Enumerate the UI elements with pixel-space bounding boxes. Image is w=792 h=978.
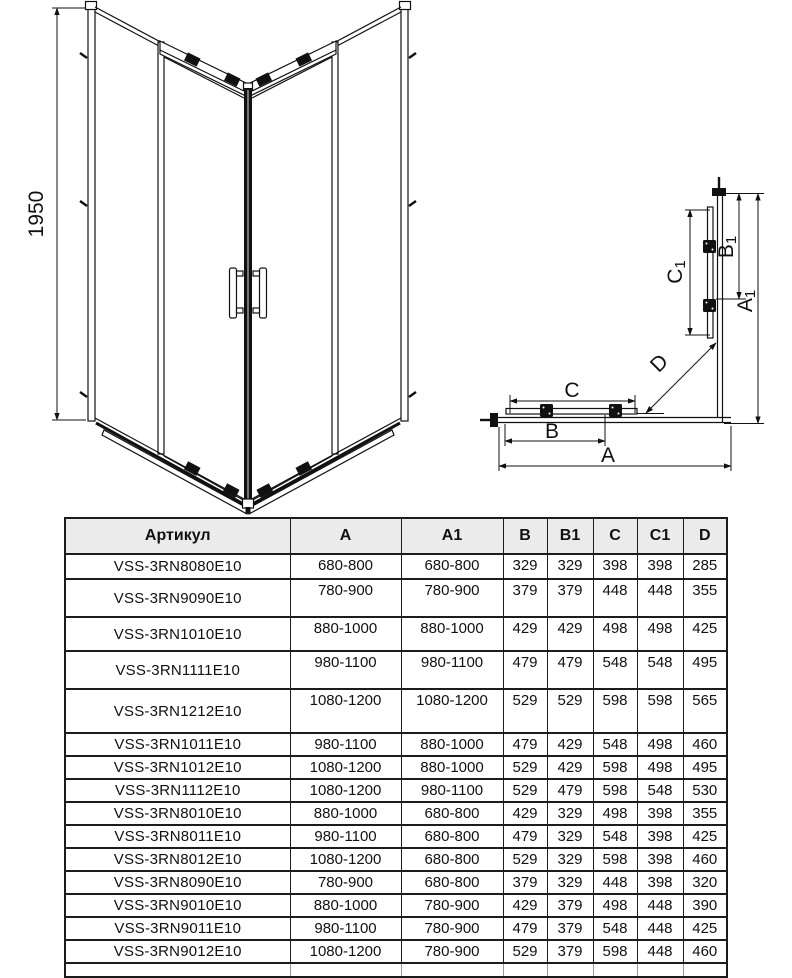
dimension-cell: 529 (503, 940, 547, 963)
dimension-cell: 598 (593, 940, 637, 963)
dimension-cell: 780-900 (401, 917, 503, 940)
dimension-cell: 880-1000 (290, 617, 401, 651)
size-table (64, 517, 728, 978)
dimension-cell: 398 (637, 871, 683, 894)
empty-cell (503, 963, 547, 977)
dimension-cell: 548 (637, 779, 683, 802)
dimension-cell: 598 (593, 848, 637, 871)
dimension-cell: 1080-1200 (290, 940, 401, 963)
dimension-cell: 355 (683, 802, 727, 825)
dimension-cell: 498 (637, 617, 683, 651)
dimension-cell: 498 (593, 802, 637, 825)
dimension-cell: 780-900 (290, 871, 401, 894)
dimension-cell: 598 (593, 689, 637, 733)
dimension-cell: 980-1100 (290, 917, 401, 940)
article-cell: VSS-3RN8010E10 (65, 802, 290, 825)
table-row (65, 579, 727, 617)
table-row (65, 802, 727, 825)
dimension-cell: 1080-1200 (290, 756, 401, 779)
article-cell: VSS-3RN8080E10 (65, 554, 290, 579)
corner-post (243, 83, 254, 513)
dimension-cell: 529 (547, 689, 593, 733)
dimension-cell: 980-1100 (401, 779, 503, 802)
article-cell: VSS-3RN8011E10 (65, 825, 290, 848)
dimension-cell: 598 (637, 689, 683, 733)
dimension-cell: 379 (547, 940, 593, 963)
dimension-cell: 479 (503, 651, 547, 689)
cut-off-row (65, 963, 727, 977)
article-cell: VSS-3RN1111E10 (65, 651, 290, 689)
dimension-cell: 398 (637, 825, 683, 848)
dimension-cell: 479 (503, 733, 547, 756)
dimension-b (505, 415, 605, 446)
dimension-cell: 880-1000 (401, 733, 503, 756)
right-wing (247, 2, 416, 515)
dimension-cell: 680-800 (401, 825, 503, 848)
dimension-cell: 980-1100 (401, 651, 503, 689)
dimension-b-label: B (544, 420, 560, 443)
dimension-d-label: D (645, 349, 673, 377)
dimension-cell: 680-800 (401, 848, 503, 871)
dimension-cell: 379 (503, 579, 547, 617)
dimension-cell: 448 (637, 579, 683, 617)
dimension-cell: 329 (547, 848, 593, 871)
dimension-cell: 498 (637, 733, 683, 756)
dimension-cell: 780-900 (401, 940, 503, 963)
dimension-cell: 880-1000 (401, 756, 503, 779)
dimension-cell: 429 (547, 617, 593, 651)
dimension-cell: 460 (683, 733, 727, 756)
column-header-d: D (683, 518, 727, 554)
dimension-cell: 498 (593, 894, 637, 917)
dimension-cell: 529 (503, 848, 547, 871)
plan-view (480, 177, 764, 471)
empty-cell (290, 963, 401, 977)
table-row (65, 756, 727, 779)
article-cell: VSS-3RN8012E10 (65, 848, 290, 871)
dimension-cell: 460 (683, 940, 727, 963)
left-wing (80, 2, 249, 515)
dimension-cell: 780-900 (401, 894, 503, 917)
article-cell: VSS-3RN9011E10 (65, 917, 290, 940)
article-cell: VSS-3RN9090E10 (65, 579, 290, 617)
dimension-cell: 429 (503, 894, 547, 917)
dimension-a1 (724, 194, 764, 424)
dimension-cell: 548 (593, 651, 637, 689)
dimension-cell: 1080-1200 (290, 779, 401, 802)
table-row (65, 917, 727, 940)
dimension-cell: 680-800 (401, 871, 503, 894)
dimension-cell: 398 (637, 848, 683, 871)
dimension-c-label: C (564, 379, 580, 402)
dimension-b1-label: B1 (715, 235, 740, 259)
dimension-cell: 379 (547, 917, 593, 940)
column-header-article: Артикул (65, 518, 290, 554)
dimension-cell: 880-1000 (401, 617, 503, 651)
article-cell: VSS-3RN8090E10 (65, 871, 290, 894)
size-table-header (65, 518, 727, 554)
header-row (65, 518, 727, 554)
dimension-cell: 425 (683, 617, 727, 651)
dimension-cell: 529 (503, 689, 547, 733)
table-row (65, 940, 727, 963)
table-row (65, 689, 727, 733)
empty-cell (401, 963, 503, 977)
dimension-cell: 429 (503, 617, 547, 651)
height-dimension (25, 8, 86, 420)
dimension-cell: 429 (503, 802, 547, 825)
article-cell: VSS-3RN1012E10 (65, 756, 290, 779)
dimension-cell: 479 (503, 917, 547, 940)
dimension-cell: 448 (593, 871, 637, 894)
dimension-cell: 1080-1200 (290, 848, 401, 871)
article-cell: VSS-3RN1011E10 (65, 733, 290, 756)
column-header-a1: A1 (401, 518, 503, 554)
dimension-cell: 548 (593, 733, 637, 756)
table-row (65, 894, 727, 917)
dimension-cell: 548 (593, 825, 637, 848)
dimension-cell: 398 (637, 802, 683, 825)
front-view (25, 2, 416, 515)
dimension-cell: 498 (593, 617, 637, 651)
empty-cell (593, 963, 637, 977)
dimension-cell: 429 (547, 733, 593, 756)
dimension-cell: 598 (593, 756, 637, 779)
dimension-c1-label: C1 (664, 260, 689, 284)
empty-cell (683, 963, 727, 977)
dimension-cell: 498 (637, 756, 683, 779)
dimension-cell: 355 (683, 579, 727, 617)
dimension-cell: 448 (637, 894, 683, 917)
dimension-cell: 1080-1200 (401, 689, 503, 733)
dimension-cell: 429 (547, 756, 593, 779)
dimension-cell: 980-1100 (290, 733, 401, 756)
dimension-cell: 495 (683, 651, 727, 689)
dimension-cell: 448 (593, 579, 637, 617)
table-row (65, 554, 727, 579)
dimension-cell: 329 (547, 554, 593, 579)
dimension-cell: 285 (683, 554, 727, 579)
size-table-body (65, 554, 727, 977)
dimension-a1-label: A1 (734, 289, 759, 313)
dimension-cell: 479 (547, 651, 593, 689)
dimension-cell: 1080-1200 (290, 689, 401, 733)
dimension-cell: 680-800 (401, 554, 503, 579)
dimension-cell: 980-1100 (290, 825, 401, 848)
article-cell: VSS-3RN1010E10 (65, 617, 290, 651)
dimension-cell: 390 (683, 894, 727, 917)
plan-right-wall (703, 177, 726, 423)
dimension-cell: 680-800 (401, 802, 503, 825)
dimension-cell: 780-900 (401, 579, 503, 617)
table-row (65, 733, 727, 756)
dimension-cell: 880-1000 (290, 894, 401, 917)
dimension-cell: 329 (503, 554, 547, 579)
article-cell: VSS-3RN9010E10 (65, 894, 290, 917)
column-header-c1: C1 (637, 518, 683, 554)
column-header-b: B (503, 518, 547, 554)
column-header-c: C (593, 518, 637, 554)
dimension-cell: 329 (547, 802, 593, 825)
table-row (65, 779, 727, 802)
article-cell: VSS-3RN9012E10 (65, 940, 290, 963)
table-row (65, 825, 727, 848)
dimension-cell: 479 (503, 825, 547, 848)
table-row (65, 651, 727, 689)
dimension-cell: 329 (547, 825, 593, 848)
dimension-a-label: A (600, 444, 616, 467)
dimension-cell: 880-1000 (290, 802, 401, 825)
table-row (65, 871, 727, 894)
dimension-cell: 529 (503, 756, 547, 779)
dimension-cell: 598 (593, 779, 637, 802)
dimension-cell: 530 (683, 779, 727, 802)
dimension-cell: 565 (683, 689, 727, 733)
empty-cell (65, 963, 290, 977)
dimension-cell: 780-900 (290, 579, 401, 617)
dimension-cell: 548 (593, 917, 637, 940)
article-cell: VSS-3RN1112E10 (65, 779, 290, 802)
dimension-cell: 495 (683, 756, 727, 779)
dimension-cell: 548 (637, 651, 683, 689)
dimension-cell: 680-800 (290, 554, 401, 579)
dimension-a (499, 426, 731, 471)
empty-cell (637, 963, 683, 977)
dimension-d (646, 343, 716, 413)
dimension-cell: 379 (547, 894, 593, 917)
dimension-cell: 448 (637, 940, 683, 963)
dimension-cell: 980-1100 (290, 651, 401, 689)
dimension-cell: 398 (637, 554, 683, 579)
dimension-cell: 425 (683, 917, 727, 940)
dimension-c1 (664, 210, 710, 335)
dimension-cell: 379 (547, 579, 593, 617)
table-row (65, 848, 727, 871)
column-header-a: A (290, 518, 401, 554)
empty-cell (547, 963, 593, 977)
dimension-cell: 398 (593, 554, 637, 579)
dimension-cell: 425 (683, 825, 727, 848)
dimension-cell: 448 (637, 917, 683, 940)
dimension-cell: 320 (683, 871, 727, 894)
dimension-cell: 329 (547, 871, 593, 894)
dimension-cell: 479 (547, 779, 593, 802)
dimension-b1 (715, 194, 746, 300)
height-dimension-label: 1950 (25, 190, 48, 238)
dimension-cell: 379 (503, 871, 547, 894)
dimension-cell: 460 (683, 848, 727, 871)
dimension-cell: 529 (503, 779, 547, 802)
article-cell: VSS-3RN1212E10 (65, 689, 290, 733)
column-header-b1: B1 (547, 518, 593, 554)
table-row (65, 617, 727, 651)
